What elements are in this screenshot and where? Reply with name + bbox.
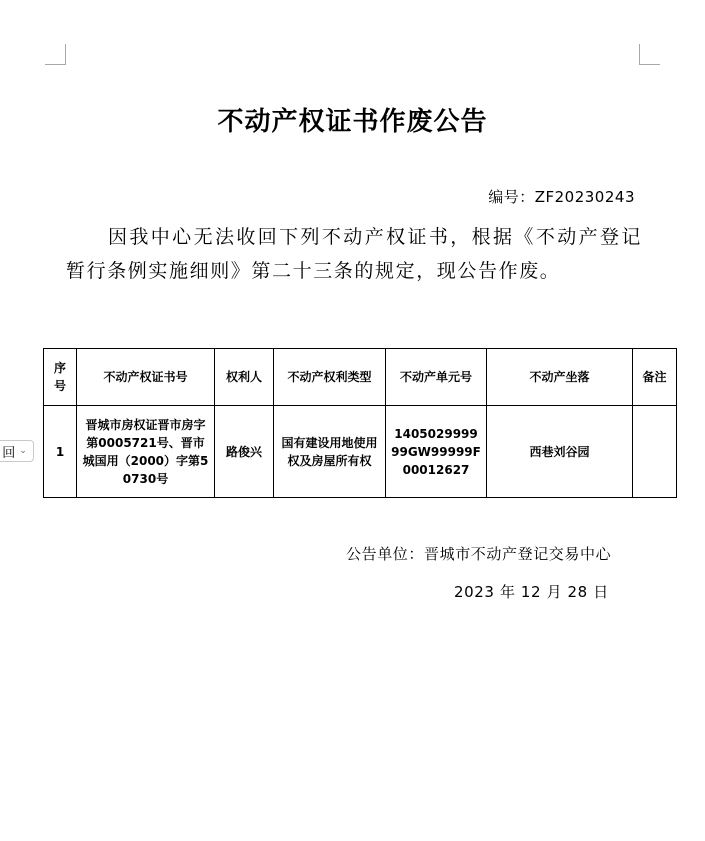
- certificate-table: [43, 348, 677, 498]
- document-title: 不动产权证书作废公告: [217, 107, 488, 137]
- issue-date: 2023 年 12 月 28 日: [454, 583, 609, 601]
- announcement-paragraph: 因我中心无法收回下列不动产权证书，根据《不动产登记暂行条例实施细则》第二十三条的规定，现公告作废。: [66, 226, 642, 282]
- header-location: 不动产坐落: [487, 349, 633, 406]
- cell-right-type: 国有建设用地使用权及房屋所有权: [274, 406, 386, 498]
- row-options-widget[interactable]: [0, 440, 34, 462]
- header-unit-no: 不动产单元号: [386, 349, 487, 406]
- row-options-label: 回: [2, 445, 16, 461]
- page-corner-mark-top-left: [45, 44, 66, 65]
- cell-remark: [633, 406, 677, 498]
- cell-seq: 1: [44, 406, 77, 498]
- header-cert-no: 不动产权证书号: [77, 349, 215, 406]
- cell-location: 西巷刘谷园: [487, 406, 633, 498]
- cell-unit-no: 140502999999GW99999F00012627: [386, 406, 487, 498]
- cell-cert-no: 晋城市房权证晋市房字第0005721号、晋市城国用（2000）字第50730号: [77, 406, 215, 498]
- document-number: 编号：ZF20230243: [488, 188, 635, 206]
- table-row: [44, 406, 677, 498]
- issuer-line: 公告单位：晋城市不动产登记交易中心: [346, 545, 612, 563]
- header-seq: 序号: [44, 349, 77, 406]
- header-holder: 权利人: [215, 349, 274, 406]
- page-corner-mark-top-right: [639, 44, 660, 65]
- cell-holder: 路俊兴: [215, 406, 274, 498]
- chevron-down-icon: ⌄: [19, 446, 27, 456]
- header-right-type: 不动产权利类型: [274, 349, 386, 406]
- table-header-row: [44, 349, 677, 406]
- header-remark: 备注: [633, 349, 677, 406]
